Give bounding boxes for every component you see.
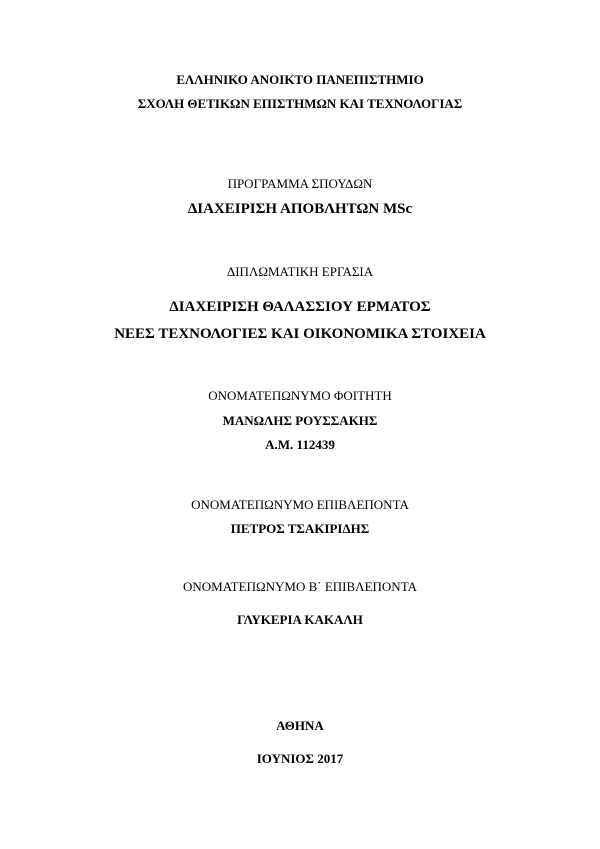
thesis-label: ΔΙΠΛΩΜΑΤΙΚΗ ΕΡΓΑΣΙΑ: [226, 264, 374, 279]
school-name: ΣΧΟΛΗ ΘΕΤΙΚΩΝ ΕΠΙΣΤΗΜΩΝ ΚΑΙ ΤΕΧΝΟΛΟΓΙΑΣ: [137, 96, 463, 111]
program-name: ΔΙΑΧΕΙΡΙΣΗ ΑΠΟΒΛΗΤΩΝ MSc: [187, 201, 413, 217]
second-supervisor-label: ΟΝΟΜΑΤΕΠΩΝΥΜΟ Β΄ ΕΠΙΒΛΕΠΟΝΤΑ: [183, 579, 417, 594]
program-label: ΠΡΟΓΡΑΜΜΑ ΣΠΟΥΔΩΝ: [227, 176, 373, 191]
second-supervisor-name: ΓΛΥΚΕΡΙΑ ΚΑΚΑΛΗ: [237, 612, 363, 627]
supervisor-label: ΟΝΟΜΑΤΕΠΩΝΥΜΟ ΕΠΙΒΛΕΠΟΝΤΑ: [191, 497, 409, 512]
university-name: ΕΛΛΗΝΙΚΟ ΑΝΟΙΚΤΟ ΠΑΝΕΠΙΣΤΗΜΙΟ: [176, 72, 424, 87]
supervisor-name: ΠΕΤΡΟΣ ΤΣΑΚΙΡΙΔΗΣ: [230, 521, 370, 536]
city: ΑΘΗΝΑ: [276, 718, 324, 733]
thesis-title-line1: ΔΙΑΧΕΙΡΙΣΗ ΘΑΛΑΣΣΙΟΥ ΕΡΜΑΤΟΣ: [169, 299, 431, 315]
student-name: ΜΑΝΩΛΗΣ ΡΟΥΣΣΑΚΗΣ: [222, 413, 378, 428]
student-registration: Α.Μ. 112439: [265, 437, 335, 452]
thesis-title-line2: ΝΕΕΣ ΤΕΧΝΟΛΟΓΙΕΣ ΚΑΙ ΟΙΚΟΝΟΜΙΚΑ ΣΤΟΙΧΕΙΑ: [114, 326, 486, 342]
date: ΙΟΥΝΙΟΣ 2017: [256, 751, 344, 766]
student-label: ΟΝΟΜΑΤΕΠΩΝΥΜΟ ΦΟΙΤΗΤΗ: [208, 388, 392, 403]
